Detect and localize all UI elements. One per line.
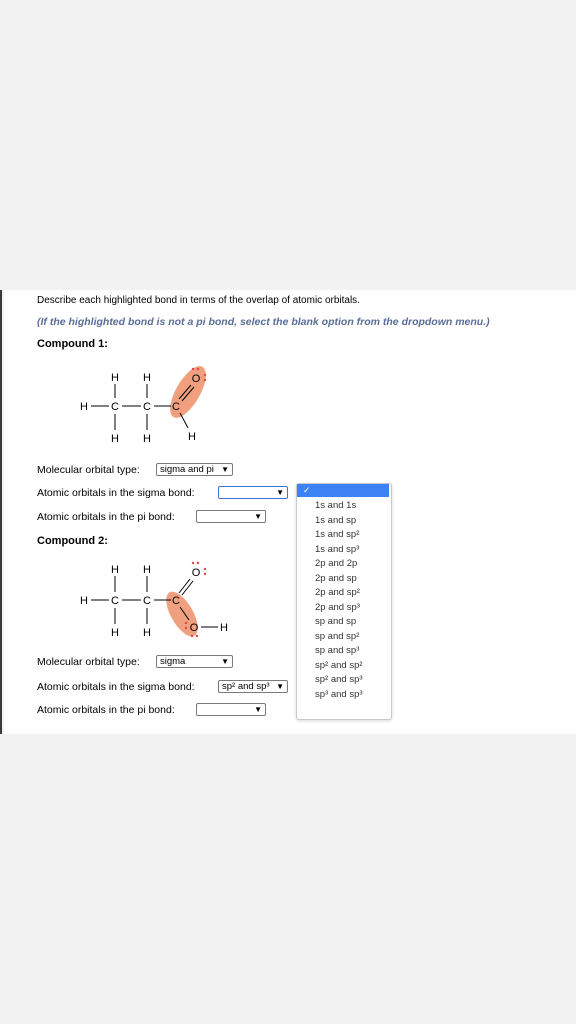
dropdown-option[interactable]: 1s and 1s bbox=[315, 500, 357, 511]
atom-h: H bbox=[111, 433, 119, 445]
chevron-down-icon: ▼ bbox=[254, 512, 262, 521]
compound-2-structure bbox=[70, 558, 240, 643]
chevron-down-icon: ▼ bbox=[221, 465, 229, 474]
left-border bbox=[0, 290, 2, 734]
atom-h: H bbox=[143, 433, 151, 445]
atom-o: O bbox=[191, 567, 201, 579]
atom-h: H bbox=[220, 622, 228, 634]
dropdown-option[interactable]: sp² and sp² bbox=[315, 659, 363, 671]
compound-2-sigma-value: sp² and sp³ bbox=[222, 681, 270, 692]
atom-c: C bbox=[111, 595, 119, 607]
dropdown-option[interactable]: sp² and sp³ bbox=[315, 674, 363, 685]
instruction-note: (If the highlighted bond is not a pi bond, select the blank option from the dropdown menu.) bbox=[37, 316, 490, 328]
atom-o: O bbox=[189, 622, 199, 634]
atom-h: H bbox=[80, 595, 88, 607]
atom-h: H bbox=[111, 372, 119, 384]
atom-c: C bbox=[172, 401, 180, 413]
compound-1-pi-label: Atomic orbitals in the pi bond: bbox=[37, 511, 175, 523]
atom-c: C bbox=[111, 401, 119, 413]
atom-c: C bbox=[172, 595, 180, 607]
atom-o: O bbox=[191, 373, 201, 385]
atom-h: H bbox=[143, 627, 151, 639]
dropdown-option[interactable]: sp and sp² bbox=[315, 630, 360, 642]
dropdown-option[interactable]: sp and sp bbox=[315, 616, 357, 627]
chevron-down-icon: ▼ bbox=[221, 657, 229, 666]
compound-2-pi-label: Atomic orbitals in the pi bond: bbox=[37, 704, 175, 716]
dropdown-option[interactable]: 1s and sp³ bbox=[315, 543, 360, 555]
dropdown-option-blank[interactable] bbox=[297, 484, 389, 497]
atom-c: C bbox=[143, 595, 151, 607]
atom-h: H bbox=[111, 627, 119, 639]
chevron-down-icon: ▼ bbox=[276, 682, 284, 691]
atom-h: H bbox=[80, 401, 88, 413]
instruction-text: Describe each highlighted bond in terms of the overlap of atomic orbitals. bbox=[37, 295, 360, 306]
dropdown-option[interactable]: sp³ and sp³ bbox=[315, 688, 363, 700]
compound-1-structure bbox=[70, 362, 220, 452]
dropdown-option[interactable]: 2p and sp bbox=[315, 572, 357, 584]
compound-1-mo-value: sigma and pi bbox=[160, 464, 214, 475]
compound-2-sigma-select[interactable] bbox=[218, 680, 288, 693]
compound-2-mo-select[interactable] bbox=[156, 655, 233, 668]
atom-h: H bbox=[111, 564, 119, 576]
dropdown-option[interactable]: 2p and sp² bbox=[315, 587, 360, 598]
atom-c: C bbox=[143, 401, 151, 413]
atom-h: H bbox=[143, 564, 151, 576]
dropdown-option[interactable]: 2p and sp³ bbox=[315, 601, 360, 613]
compound-1-mo-select[interactable] bbox=[156, 463, 233, 476]
compound-2-heading: Compound 2: bbox=[37, 535, 108, 547]
atom-h: H bbox=[188, 431, 196, 443]
chevron-down-icon: ▼ bbox=[276, 488, 284, 497]
compound-1-heading: Compound 1: bbox=[37, 338, 108, 350]
compound-2-mo-value: sigma bbox=[160, 656, 186, 667]
atom-h: H bbox=[143, 372, 151, 384]
compound-1-sigma-select[interactable] bbox=[218, 486, 288, 499]
dropdown-option[interactable]: sp and sp³ bbox=[315, 645, 360, 656]
chevron-down-icon: ▼ bbox=[254, 705, 262, 714]
compound-1-pi-select[interactable] bbox=[196, 510, 266, 523]
dropdown-option[interactable]: 1s and sp bbox=[315, 514, 357, 526]
checkmark-icon: ✓ bbox=[303, 485, 311, 495]
compound-2-mo-label: Molecular orbital type: bbox=[37, 656, 140, 668]
dropdown-option[interactable]: 1s and sp² bbox=[315, 529, 360, 540]
compound-2-sigma-label: Atomic orbitals in the sigma bond: bbox=[37, 681, 195, 693]
compound-1-sigma-label: Atomic orbitals in the sigma bond: bbox=[37, 487, 195, 499]
dropdown-option[interactable]: 2p and 2p bbox=[315, 558, 358, 569]
orbital-dropdown-menu[interactable] bbox=[296, 483, 392, 720]
highlighted-bond bbox=[163, 362, 213, 423]
compound-2-pi-select[interactable] bbox=[196, 703, 266, 716]
compound-1-mo-label: Molecular orbital type: bbox=[37, 464, 140, 476]
